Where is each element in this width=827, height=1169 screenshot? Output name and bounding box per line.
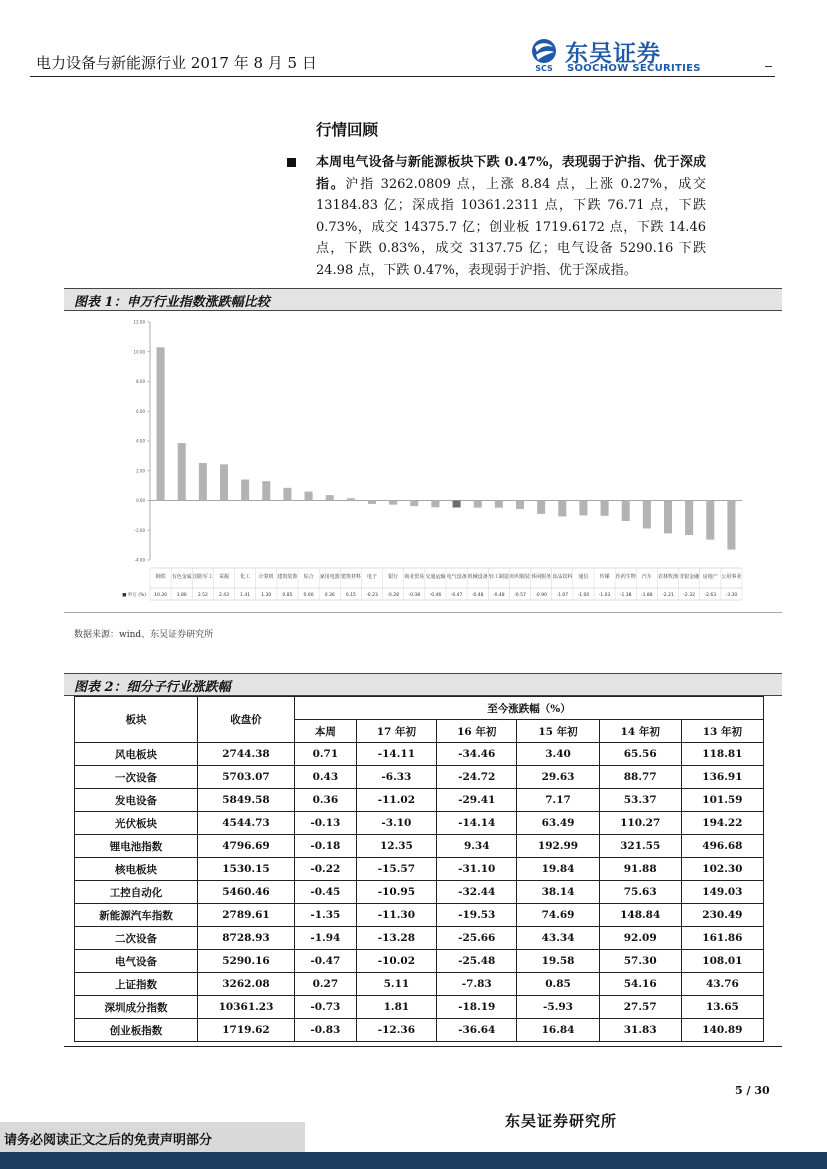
row-change-value: 27.57 [599,996,681,1019]
row-block-name: 创业板指数 [75,1019,198,1042]
row-change-value: 54.16 [599,973,681,996]
table-row [75,812,764,835]
row-close-price: 1530.15 [198,858,295,881]
row-change-value: 74.69 [517,904,599,927]
row-change-value: -13.28 [356,927,436,950]
row-change-value: -0.83 [295,1019,357,1042]
row-change-value: 29.63 [517,766,599,789]
logo-chinese-name: 东吴证券 [565,41,661,67]
y-tick-label: 4.00 [136,438,145,444]
bar-24 [643,501,651,529]
row-block-name: 电气设备 [75,950,198,973]
row-change-value: -10.95 [356,881,436,904]
report-header-title: 电力设备与新能源行业 2017 年 8 月 5 日 [36,54,317,72]
row-block-name: 风电板块 [75,743,198,766]
row-change-value: 3.40 [517,743,599,766]
x-tick-label-line: 商业贸易 [404,574,425,580]
x-tick-label [468,573,488,580]
row-change-value: 148.84 [599,904,681,927]
row-change-value: 75.63 [599,881,681,904]
x-tick-label [425,573,445,580]
data-label: -3.30 [725,593,738,598]
x-tick-label [489,573,509,580]
x-tick-label-line: 电子 [366,574,378,580]
row-change-value: -32.44 [437,881,517,904]
x-tick-label [578,573,588,580]
row-change-value: 0.27 [295,973,357,996]
x-tick-label [156,573,166,580]
row-block-name: 一次设备 [75,766,198,789]
bar-15 [453,501,461,508]
x-axis-labels [150,568,742,600]
row-close-price: 5290.16 [198,950,295,973]
table-row [75,766,764,789]
row-change-value: 91.88 [599,858,681,881]
row-block-name: 二次设备 [75,927,198,950]
figure1-source: 数据来源：wind、东吴证券研究所 [74,630,214,640]
x-tick-label [679,573,700,580]
x-tick-label-line: 食品饮料 [552,574,573,580]
row-change-value: 43.76 [681,973,763,996]
data-label: 3.86 [176,593,187,598]
row-change-value: -1.35 [295,904,357,927]
row-change-value: 63.49 [517,812,599,835]
row-change-value: 194.22 [681,812,763,835]
bar-21 [579,501,587,516]
x-tick-label [642,573,652,580]
data-label: -1.07 [556,593,569,598]
x-tick-label-line: 轻工制造 [488,574,509,580]
row-change-value: 118.81 [681,743,763,766]
soochow-logo-icon [527,38,561,72]
bar-series [157,347,736,549]
row-change-value: 65.56 [599,743,681,766]
data-label: -0.47 [450,593,463,598]
y-tick-label: 2.00 [136,468,145,474]
figure2-top-rule [64,673,782,674]
x-tick-label-line: 农林牧渔 [657,574,679,580]
x-tick-label-line: 休闲服务 [531,574,552,580]
table-header-row [75,697,764,720]
data-label: -0.48 [471,593,484,598]
row-change-value: 16.84 [517,1019,599,1042]
figure2-title: 图表 2：细分子行业涨跌幅 [74,680,231,695]
bar-2 [178,443,186,500]
bar-6 [262,481,270,500]
row-change-value: 321.55 [599,835,681,858]
x-tick-label-line: 电气设备 [446,574,467,580]
row-change-value: 0.36 [295,789,357,812]
x-tick-label-line: 采掘 [218,574,230,580]
row-change-value: -0.45 [295,881,357,904]
row-change-value: 53.37 [599,789,681,812]
x-tick-label [193,573,213,580]
table-row [75,996,764,1019]
bar-13 [410,501,418,507]
figure1-source-rule [64,612,782,613]
col-period-header: 16 年初 [437,720,517,743]
row-change-value: 230.49 [681,904,763,927]
bar-20 [558,501,566,517]
bar-26 [685,501,693,536]
row-change-value: -11.02 [356,789,436,812]
row-change-value: -15.57 [356,858,436,881]
col-close-header: 收盘价 [198,697,295,743]
bar-5 [241,480,249,501]
row-change-value: -36.64 [437,1019,517,1042]
x-tick-label-line: 有色金属 [171,574,192,580]
bar-27 [706,501,714,540]
x-tick-label-line: 计算机 [258,574,274,580]
bar-11 [368,501,376,504]
x-tick-label-line: 建筑材料 [340,574,361,580]
data-label: -1.88 [641,593,653,598]
sub-industry-table [74,696,764,1042]
x-tick-label [259,573,274,580]
row-change-value: 13.65 [681,996,763,1019]
row-change-value: 102.30 [681,858,763,881]
row-change-value: -5.93 [517,996,599,1019]
x-tick-label [219,573,229,580]
x-tick-label [703,573,718,580]
row-change-value: -18.19 [437,996,517,1019]
bar-23 [622,501,630,522]
table-row [75,835,764,858]
company-logo [527,38,701,74]
x-tick-label-line: 通信 [578,574,589,580]
row-close-price: 4796.69 [198,835,295,858]
page-number: 5 / 30 [735,1084,770,1097]
row-change-value: 101.59 [681,789,763,812]
row-change-value: 161.86 [681,927,763,950]
row-change-value: 12.35 [356,835,436,858]
row-change-value: -25.66 [437,927,517,950]
x-tick-label-line: 综合 [303,574,314,580]
bar-28 [727,501,735,550]
x-tick-label-line: 纺织服装 [509,574,531,580]
row-change-value: -0.22 [295,858,357,881]
row-change-value: -12.36 [356,1019,436,1042]
row-change-value: 0.43 [295,766,357,789]
value-label-row [122,591,737,598]
data-label: -0.28 [387,593,399,598]
row-change-value: 19.84 [517,858,599,881]
row-close-price: 5849.58 [198,789,295,812]
data-label: 2.43 [218,593,230,598]
legend-series-label: ■ 申万 (%) [122,593,146,598]
x-tick-label [552,573,572,580]
header-divider [30,76,775,77]
bar-1 [157,347,165,500]
row-change-value: 0.85 [517,973,599,996]
market-review-paragraph [316,152,706,281]
figure1-top-rule [64,288,782,289]
row-change-value: 92.09 [599,927,681,950]
x-tick-label-line: 房地产 [702,574,718,580]
bar-22 [601,501,609,516]
table-row [75,927,764,950]
row-close-price: 10361.23 [198,996,295,1019]
bar-7 [283,488,291,501]
bar-12 [389,501,397,505]
data-label: -0.48 [493,593,505,598]
table-row [75,858,764,881]
row-block-name: 深圳成分指数 [75,996,198,1019]
row-change-value: 38.14 [517,881,599,904]
row-change-value: -1.94 [295,927,357,950]
x-tick-label [600,573,610,580]
bar-18 [516,501,524,509]
row-change-value: 1.81 [356,996,436,1019]
x-tick-label-line: 交通运输 [425,574,446,580]
row-close-price: 2744.38 [198,743,295,766]
bar-10 [347,498,355,500]
col-period-header: 本周 [295,720,357,743]
logo-mark-text: SCS [535,64,553,72]
col-period-header: 15 年初 [517,720,599,743]
y-tick-label: 6.00 [136,408,145,414]
col-block-header: 板块 [75,697,198,743]
data-label: 1.41 [240,593,251,598]
row-close-price: 5460.46 [198,881,295,904]
row-change-value: -7.83 [437,973,517,996]
y-tick-label: 8.00 [136,379,145,384]
x-tick-label [616,573,636,580]
row-change-value: 0.71 [295,743,357,766]
bar-9 [326,495,334,500]
row-close-price: 3262.08 [198,973,295,996]
data-label: 10.30 [154,593,168,598]
x-tick-label [658,573,678,580]
data-label: -0.90 [535,593,547,598]
x-tick-label [531,573,551,580]
x-tick-label-line: 家用电器 [319,574,340,580]
bar-16 [474,501,482,508]
x-tick-label [721,573,741,580]
x-tick-label [388,573,398,580]
row-change-value: -0.73 [295,996,357,1019]
x-tick-label-line: 非银金融 [679,574,700,580]
x-tick-label [341,573,361,580]
row-close-price: 4544.73 [198,812,295,835]
row-change-value: -6.33 [356,766,436,789]
row-block-name: 锂电池指数 [75,835,198,858]
row-change-value: 7.17 [517,789,599,812]
y-tick-label: 10.00 [133,349,145,355]
bar-25 [664,501,672,534]
section-title: 行情回顾 [316,120,379,139]
row-change-value: -24.72 [437,766,517,789]
data-label: -1.00 [577,593,590,598]
paragraph-lead: 本周电气设备与新能源板块下跌 0.47%，表现弱于沪指、优于深成指。 [316,155,706,192]
data-label: 1.30 [261,593,272,598]
table-row [75,1019,764,1042]
data-label: -2.32 [683,593,695,598]
table-row [75,950,764,973]
row-change-value: 5.11 [356,973,436,996]
footer-color-band [0,1152,827,1169]
row-change-value: -3.10 [356,812,436,835]
row-change-value: -0.47 [295,950,357,973]
x-tick-label-line: 建筑装饰 [277,574,298,580]
data-label: -1.38 [619,593,632,598]
data-label: -0.57 [514,593,526,598]
row-change-value: -14.14 [437,812,517,835]
y-tick-label: -4.00 [134,557,145,563]
row-block-name: 新能源汽车指数 [75,904,198,927]
row-block-name: 工控自动化 [75,881,198,904]
bar-4 [220,464,228,500]
bar-19 [537,501,545,514]
row-change-value: -25.48 [437,950,517,973]
x-tick-label-line: 医药生物 [615,574,636,580]
footer-org-name: 东吴证券研究所 [505,1112,618,1130]
x-tick-label-line: 钢铁 [155,574,166,580]
row-change-value: 192.99 [517,835,599,858]
x-tick-label [304,573,314,580]
row-change-value: 149.03 [681,881,763,904]
logo-english-name: SOOCHOW SECURITIES [567,63,701,74]
data-label: -2.63 [704,593,717,598]
figure1-bottom-rule [64,310,782,311]
row-change-value: 19.58 [517,950,599,973]
row-change-value: -0.18 [295,835,357,858]
data-label: -0.38 [408,593,421,598]
row-change-value: 108.01 [681,950,763,973]
row-close-price: 2789.61 [198,904,295,927]
paragraph-body: 沪指 3262.0809 点，上涨 8.84 点，上涨 0.27%，成交 13184.83 亿；深成指 10361.2311 点，下跌 76.71 点，下跌 0.73%，成交 14375.7 亿；创业板 1719.6172 点，下跌 14.46 点，下跌 0.83%，成交 3137.75 亿；电气设备 5290.16 下跌 24.98 点，下跌 0.47%，表现弱于沪指、优于深成指。 [316,176,706,278]
col-period-header: 13 年初 [681,720,763,743]
row-change-value: -19.53 [437,904,517,927]
data-label: -1.03 [598,593,611,598]
data-label: 0.36 [324,593,335,598]
row-change-value: -11.30 [356,904,436,927]
data-label: -2.21 [662,593,674,598]
x-tick-label-line: 国防军工 [192,574,213,580]
row-change-value: 136.91 [681,766,763,789]
table-row [75,881,764,904]
table-row [75,789,764,812]
x-tick-label [367,573,377,580]
x-tick-label-line: 银行 [388,574,399,580]
x-tick-label [404,573,424,580]
x-tick-label [240,573,250,580]
table-bottom-rule [64,1046,782,1047]
table-body [75,743,764,1042]
y-tick-label: 0.00 [136,498,145,503]
row-change-value: 57.30 [599,950,681,973]
row-change-value: 110.27 [599,812,681,835]
table-row [75,973,764,996]
bar-3 [199,463,207,500]
row-close-price: 1719.62 [198,1019,295,1042]
x-tick-label [320,573,340,580]
col-period-header: 14 年初 [599,720,681,743]
data-label: 0.60 [303,593,314,598]
disclaimer-text: 请务必阅读正文之后的免责声明部分 [4,1133,213,1148]
row-block-name: 光伏板块 [75,812,198,835]
bullet-square-icon [287,158,296,167]
col-change-group-header: 至今涨跌幅（%） [295,697,764,720]
row-block-name: 发电设备 [75,789,198,812]
x-tick-label-line: 机械设备 [467,574,488,580]
row-change-value: -34.46 [437,743,517,766]
x-tick-label-line: 公用事业 [721,574,742,580]
row-close-price: 5703.07 [198,766,295,789]
row-change-value: -0.13 [295,812,357,835]
row-change-value: -29.41 [437,789,517,812]
table-row [75,743,764,766]
bar-14 [431,501,439,508]
row-change-value: 43.34 [517,927,599,950]
x-tick-label [510,573,530,580]
row-change-value: 496.68 [681,835,763,858]
col-period-header: 17 年初 [356,720,436,743]
row-close-price: 8728.93 [198,927,295,950]
row-change-value: 31.83 [599,1019,681,1042]
data-label: -0.46 [429,593,442,598]
x-tick-label-line: 传媒 [599,574,610,580]
row-change-value: 88.77 [599,766,681,789]
table-row [75,904,764,927]
row-block-name: 核电板块 [75,858,198,881]
data-label: 0.15 [345,593,356,598]
x-tick-label [277,573,297,580]
row-change-value: 9.34 [437,835,517,858]
data-label: 2.52 [197,593,208,598]
x-tick-label-line: 汽车 [641,574,652,580]
x-tick-label [172,573,192,580]
figure1-title: 图表 1：申万行业指数涨跌幅比较 [74,295,270,310]
row-change-value: -10.02 [356,950,436,973]
bar-17 [495,501,503,508]
row-change-value: -31.10 [437,858,517,881]
y-tick-label: 12.00 [133,319,145,325]
data-label: 0.85 [282,593,293,598]
x-tick-label-line: 化工 [240,574,251,580]
bar-8 [305,492,313,501]
data-label: -0.23 [366,593,378,598]
row-block-name: 上证指数 [75,973,198,996]
row-change-value: -14.11 [356,743,436,766]
corner-mark [765,66,772,67]
y-tick-label: -2.00 [134,527,145,533]
industry-change-bar-chart [64,312,782,612]
x-tick-label [447,573,467,580]
row-change-value: 140.89 [681,1019,763,1042]
